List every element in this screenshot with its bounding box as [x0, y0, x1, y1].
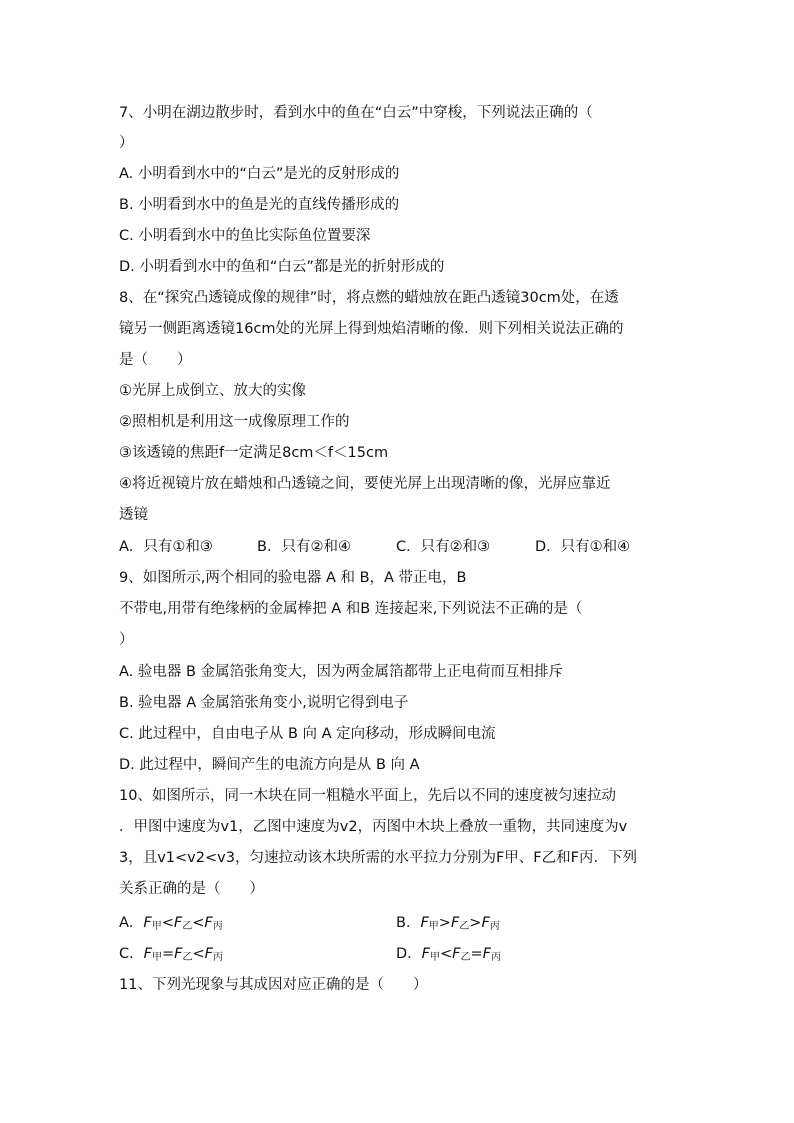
option-label: A．: [119, 915, 144, 931]
q7-option-d: D. 小明看到水中的鱼和“白云”都是光的折射形成的: [119, 259, 445, 275]
q9-option-b: B. 验电器 A 金属箔张角变小,说明它得到电子: [119, 695, 409, 711]
q8-statement-3: ③该透镜的焦距f一定满足8cm＜f＜15cm: [119, 445, 389, 461]
relation: <: [161, 915, 174, 931]
q8-statement-2: ②照相机是利用这一成像原理工作的: [119, 414, 350, 430]
subscript: 丙: [491, 952, 502, 963]
force-symbol: F: [450, 915, 460, 931]
q11-stem-line1: 11、下列光现象与其成因对应正确的是（ ）: [119, 977, 428, 993]
subscript: 甲: [151, 921, 162, 932]
force-symbol: F: [421, 946, 431, 962]
q7-option-c: C. 小明看到水中的鱼比实际鱼位置要深: [119, 228, 371, 244]
option-label: B．: [396, 915, 421, 931]
force-symbol: F: [174, 946, 183, 962]
q10-option-a: [119, 913, 223, 937]
q7-option-a: A. 小明看到水中的“白云”是光的反射形成的: [119, 166, 400, 182]
subscript: 丙: [489, 921, 500, 932]
q9-option-c: C. 此过程中，自由电子从 B 向 A 定向移动，形成瞬间电流: [119, 726, 496, 742]
q8-stem-line1: 8、在“探究凸透镜成像的规律”时，将点燃的蜡烛放在距凸透镜30cm处，在透: [119, 290, 619, 306]
q8-statement-4-line1: ④将近视镜片放在蜡烛和凸透镜之间，要使光屏上出现清晰的像，光屏应靠近: [119, 476, 611, 492]
relation: =: [161, 946, 175, 962]
force-symbol: F: [481, 915, 490, 931]
q10-option-b: [396, 913, 500, 937]
force-symbol: F: [143, 915, 152, 931]
q10-stem-line1: 10、如图所示，同一木块在同一粗糙水平面上，先后以不同的速度被匀速拉动: [119, 788, 616, 804]
force-symbol: F: [204, 915, 213, 931]
subscript: 乙: [182, 952, 193, 963]
force-symbol: F: [173, 915, 183, 931]
q8-statement-1: ①光屏上成倒立、放大的实像: [119, 383, 306, 399]
q10-option-d: [396, 944, 501, 968]
force-symbol: F: [204, 946, 213, 962]
option-label: D．: [396, 946, 422, 962]
relation: <: [192, 946, 205, 962]
q7-stem-line2: ）: [119, 135, 134, 151]
subscript: 甲: [151, 952, 162, 963]
subscript: 甲: [430, 952, 441, 963]
relation: >: [469, 915, 482, 931]
force-symbol: F: [143, 946, 152, 962]
subscript: 乙: [459, 921, 470, 932]
q8-option-c: C．只有②和③: [396, 539, 491, 555]
relation: <: [192, 915, 205, 931]
q8-stem-line3: 是（ ）: [119, 352, 192, 368]
subscript: 甲: [428, 921, 439, 932]
force-symbol: F: [482, 946, 492, 962]
q8-statement-4-line2: 透镜: [119, 507, 148, 523]
relation: <: [440, 946, 453, 962]
q10-stem-line4: 关系正确的是（ ）: [119, 881, 264, 897]
q8-stem-line2: 镜另一侧距离透镜16cm处的光屏上得到烛焰清晰的像．则下列相关说法正确的: [119, 321, 624, 337]
option-label: C．: [119, 946, 144, 962]
q7-stem-line1: 7、小明在湖边散步时，看到水中的鱼在“白云”中穿梭，下列说法正确的（: [119, 105, 593, 121]
q9-stem-line2: 不带电,用带有绝缘柄的金属棒把 A 和B 连接起来,下列说法不正确的是（: [119, 601, 583, 617]
relation: >: [438, 915, 451, 931]
force-symbol: F: [420, 915, 429, 931]
q8-option-d: D．只有①和④: [535, 539, 631, 555]
subscript: 乙: [182, 921, 193, 932]
force-symbol: F: [452, 946, 461, 962]
q10-option-c: [119, 944, 223, 968]
subscript: 乙: [460, 952, 471, 963]
subscript: 丙: [212, 921, 223, 932]
q7-option-b: B. 小明看到水中的鱼是光的直线传播形成的: [119, 197, 400, 213]
relation: =: [470, 946, 483, 962]
q10-stem-line2: ．甲图中速度为v1，乙图中速度为v2，丙图中木块上叠放一重物，共同速度为v: [119, 819, 628, 835]
q9-option-a: A. 验电器 B 金属箔张角变大，因为两金属箔都带上正电荷而互相排斥: [119, 664, 564, 680]
q9-stem-line3: ）: [119, 632, 134, 648]
q10-stem-line3: 3，且v1<v2<v3，匀速拉动该木块所需的水平拉力分别为F甲、F乙和F丙．下列: [119, 850, 637, 866]
subscript: 丙: [212, 952, 223, 963]
q9-option-d: D. 此过程中，瞬间产生的电流方向是从 B 向 A: [119, 757, 420, 773]
q9-stem-line1: 9、如图所示,两个相同的验电器 A 和 B，A 带正电，B: [119, 570, 467, 586]
q8-option-a: A．只有①和③: [119, 539, 213, 555]
q8-option-b: B．只有②和④: [257, 539, 351, 555]
